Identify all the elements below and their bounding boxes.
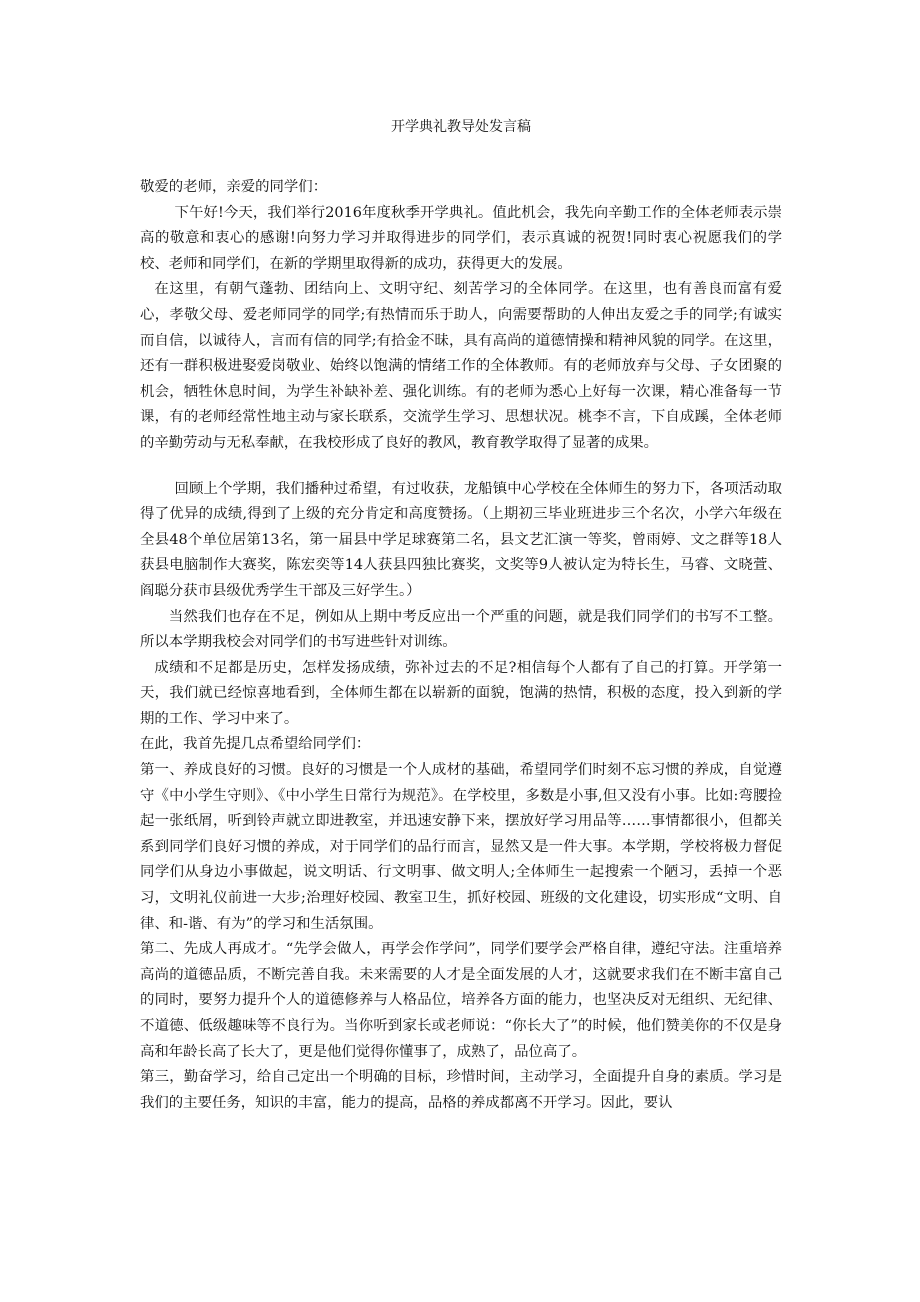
document-page (140, 0, 782, 1302)
paragraph-point-three: 第三，勤奋学习，给自己定出一个明确的目标，珍惜时间，主动学习，全面提升自身的素质。学习是我们的主要任务，知识的丰富，能力的提高，品格的养成都离不开学习。因此，要认 (140, 1069, 782, 1111)
paragraph-greeting: 下午好!今天，我们举行2016年度秋季开学典礼。值此机会，我先向辛勤工作的全体老师表示崇高的敬意和衷心的感谢!向努力学习并取得进步的同学们，表示真诚的祝贺!同时衷心祝愿我们的学校、老师和同学们，在新的学期里取得新的成功，获得更大的发展。 (140, 204, 782, 272)
paragraph-point-one: 第一、养成良好的习惯。良好的习惯是一个人成材的基础，希望同学们时刻不忘习惯的养成，自觉遵守《中小学生守则》、《中小学生日常行为规范》。在学校里，多数是小事,但又没有小事。比如:弯腰捡起一张纸屑，听到铃声就立即进教室，并迅速安静下来，摆放好学习用品等……事情都很小，但都关系到同学们良好习惯的养成，对于同学们的品行而言，显然又是一件大事。本学期，学校将极力督促同学们从身边小事做起，说文明话、行文明事、做文明人;全体师生一起搜索一个陋习，丢掉一个恶习，文明礼仪前进一大步;治理好校园、教室卫生，抓好校园、班级的文化建设，切实形成“文明、自律、和-谐、有为”的学习和生活氛围。 (140, 762, 782, 932)
paragraph-here: 在这里，有朝气蓬勃、团结向上、文明守纪、刻苦学习的全体同学。在这里，也有善良而富有爱心，孝敬父母、爱老师同学的同学;有热情而乐于助人，向需要帮助的人伸出友爱之手的同学;有诚实而自信，以诚待人，言而有信的同学;有拾金不昧，具有高尚的道德情操和精神风貌的同学。在这里，还有一群积极进娶爱岗敬业、始终以饱满的情绪工作的全体教师。有的老师放弃与父母、子女团聚的机会，牺牲休息时间，为学生补缺补差、强化训练。有的老师为悉心上好每一次课，精心准备每一节课，有的老师经常性地主动与家长联系，交流学生学习、思想状况。桃李不言，下自成蹊，全体老师的辛勤劳动与无私奉献，在我校形成了良好的教风，教育教学取得了显著的成果。 (140, 281, 782, 451)
paragraph-review: 回顾上个学期，我们播种过希望，有过收获，龙船镇中心学校在全体师生的努力下，各项活动取得了优异的成绩,得到了上级的充分肯定和高度赞扬。（上期初三毕业班进步三个名次，小学六年级在全县48个单位居第13名，第一届县中学足球赛第二名，县文艺汇演一等奖，曾雨婷、文之群等18人获县电脑制作大赛奖，陈宏奕等14人获县四独比赛奖，文奖等9人被认定为特长生，马睿、文晓萱、阎聪分获市县级优秀学生干部及三好学生。） (140, 480, 782, 599)
document-title: 开学典礼教导处发言稿 (391, 119, 531, 135)
paragraph-shortcoming: 当然我们也存在不足，例如从上期中考反应出一个严重的问题，就是我们同学们的书写不工整。所以本学期我校会对同学们的书写进些针对训练。 (140, 608, 782, 651)
paragraph-hope-intro: 在此，我首先提几点希望给同学们： (140, 736, 371, 753)
paragraph-point-two: 第二、先成人再成才。“先学会做人，再学会作学问”，同学们要学会严格自律，遵纪守法。注重培养高尚的道德品质，不断完善自我。未来需要的人才是全面发展的人才，这就要求我们在不断丰富自己的同时，要努力提升个人的道德修养与人格品位，培养各方面的能力，也坚决反对无组织、无纪律、不道德、低级趣味等不良行为。当你听到家长或老师说：“你长大了”的时候，他们赞美你的不仅是身高和年龄长高了长大了，更是他们觉得你懂事了，成熟了，品位高了。 (140, 941, 782, 1060)
salutation: 敬爱的老师，亲爱的同学们： (140, 179, 328, 195)
paragraph-achievement: 成绩和不足都是历史，怎样发扬成绩，弥补过去的不足?相信每个人都有了自己的打算。开学第一天，我们就已经惊喜地看到，全体师生都在以崭新的面貌，饱满的热情，积极的态度，投入到新的学期的工作、学习中来了。 (140, 659, 782, 727)
